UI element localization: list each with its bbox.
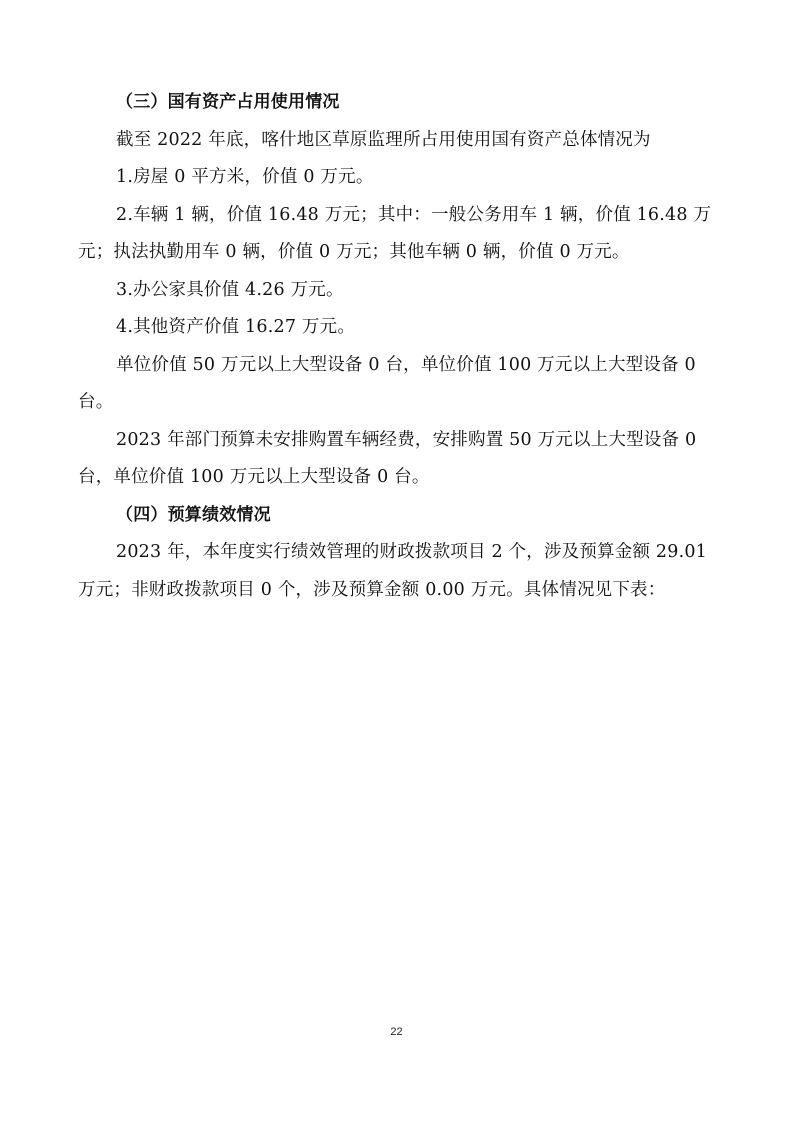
paragraph-equipment-line-1: 单位价值 50 万元以上大型设备 0 台，单位价值 100 万元以上大型设备 0 [116,354,696,375]
paragraph-budget-line-1: 2023 年部门预算未安排购置车辆经费，安排购置 50 万元以上大型设备 0 [116,429,697,450]
paragraph-budget-line-2: 台，单位价值 100 万元以上大型设备 0 台。 [78,467,430,487]
section-heading-performance: （四）预算绩效情况 [116,504,271,525]
paragraph-performance-line-2: 万元；非财政拨款项目 0 个，涉及预算金额 0.00 万元。具体情况见下表： [78,579,666,600]
paragraph-assets-intro: 截至 2022 年底，喀什地区草原监理所占用使用国有资产总体情况为 [116,129,651,150]
paragraph-equipment-line-2: 台。 [78,392,114,412]
paragraph-housing: 1.房屋 0 平方米，价值 0 万元。 [116,167,374,187]
paragraph-furniture: 3.办公家具价值 4.26 万元。 [116,279,344,300]
paragraph-vehicles-line-2: 元；执法执勤用车 0 辆，价值 0 万元；其他车辆 0 辆，价值 0 万元。 [78,242,630,262]
page-body [78,84,713,609]
paragraph-vehicles-line-1: 2.车辆 1 辆，价值 16.48 万元；其中：一般公务用车 1 辆，价值 16.48 万 [116,204,712,225]
paragraph-performance-line-1: 2023 年，本年度实行绩效管理的财政拨款项目 2 个，涉及预算金额 29.01 [116,542,708,562]
paragraph-other-assets: 4.其他资产价值 16.27 万元。 [116,317,356,337]
page-number: 22 [390,1026,403,1038]
section-heading-state-assets: （三）国有资产占用使用情况 [116,92,340,112]
